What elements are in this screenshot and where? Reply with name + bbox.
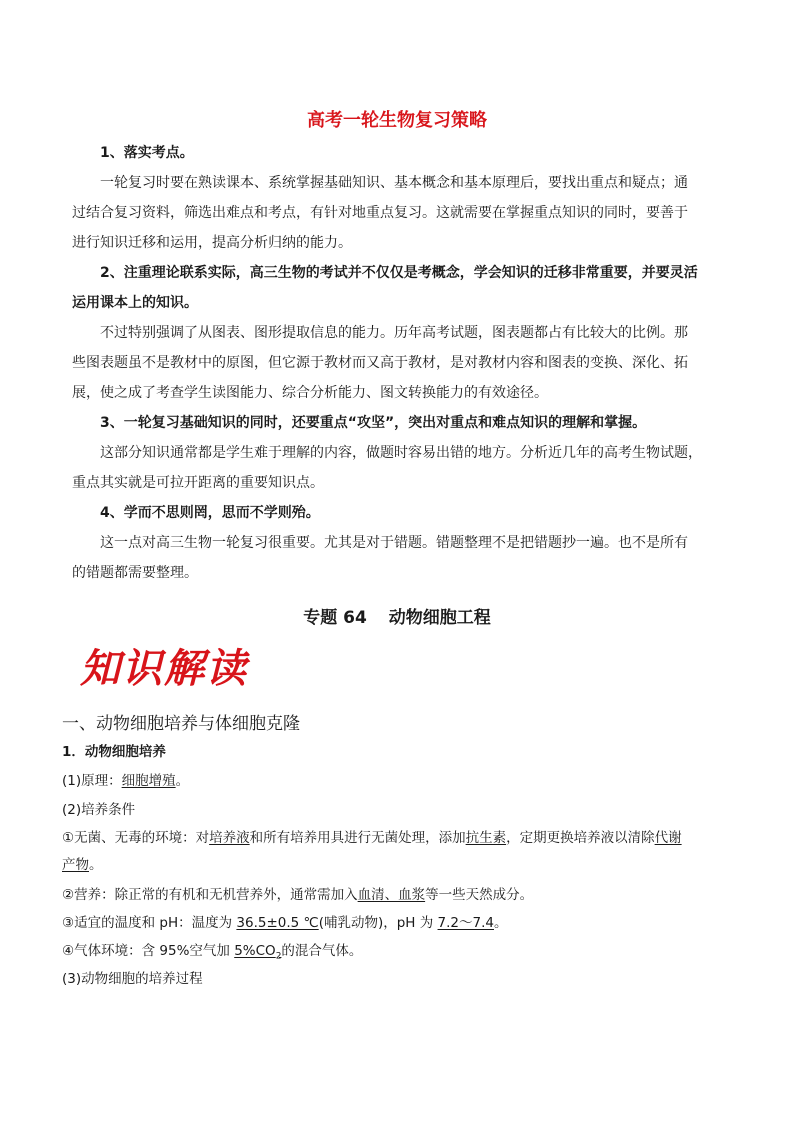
strategy-item-4 [72,498,732,588]
conditions-line: (2)培养条件 [62,802,136,818]
item-line: 重点其实就是可拉开距离的重要知识点。 [72,475,324,491]
principle-line [62,769,189,789]
underlined-term: 培养液 [209,830,250,846]
text: ④气体环境：含 95%空气加 [62,943,235,959]
banner-text: 知识解读 [80,646,248,692]
topic-title [0,603,794,628]
text: (1)原理： [62,773,122,789]
sterile-line [62,826,682,846]
item-heading: 1、落实考点。 [100,145,194,161]
underlined-term [234,943,282,962]
underlined-term: 血清、血浆 [357,887,426,903]
text: ，定期更换培养液以清除 [506,830,655,846]
strategy-item-2 [72,258,732,408]
item-heading: 4、学而不思则罔，思而不学则殆。 [100,505,320,521]
text: ③适宜的温度和 pH：温度为 [62,915,237,931]
underlined-term: 代谢 [654,830,682,846]
main-title: 高考一轮生物复习策略 [307,110,487,131]
item-line: 过结合复习资料，筛选出难点和考点，有针对地重点复习。这就需要在掌握重点知识的同时，要善于 [72,205,688,221]
underlined-term: 36.5±0.5 ℃ [236,915,319,931]
item-line: 这部分知识通常都是学生难于理解的内容，做题时容易出错的地方。分析近几年的高考生物试题， [100,445,702,461]
text: ①无菌、无毒的环境：对 [62,830,210,846]
text: 等一些天然成分。 [425,887,534,903]
text: ②营养：除正常的有机和无机营养外，通常需加入 [62,887,358,903]
temperature-line [62,911,508,931]
item-line: 些图表题虽不是教材中的原图，但它源于教材而又高于教材，是对教材内容和图表的变换、深化、拓 [72,355,688,371]
topic-name: 动物细胞工程 [388,608,491,628]
text: 。 [175,773,190,789]
item-line: 一轮复习时要在熟读课本、系统掌握基础知识、基本概念和基本原理后，要找出重点和疑点；通 [100,175,688,191]
strategy-item-3 [72,408,732,498]
topic-number: 专题 64 [303,608,367,628]
subscript: 2 [275,951,282,962]
sub-heading: 1．动物细胞培养 [62,744,166,760]
underlined-term: 产物 [62,857,89,873]
underlined-term: 7.2～7.4 [437,915,494,931]
text: 5%CO [234,943,276,959]
text: 和所有培养用具进行无菌处理，添加 [249,830,466,846]
item-heading: 2、注重理论联系实际，高三生物的考试并不仅仅是考概念，学会知识的迁移非常重要，并要灵活 [100,265,698,281]
underlined-term: 细胞增殖 [121,773,176,789]
item-line: 这一点对高三生物一轮复习很重要。尤其是对于错题。错题整理不是把错题抄一遍。也不是所有 [100,535,688,551]
item-line: 进行知识迁移和运用，提高分析归纳的能力。 [72,235,352,251]
strategy-item-1 [72,138,732,258]
item-line: 的错题都需要整理。 [72,565,198,581]
section-heading: 一、动物细胞培养与体细胞克隆 [62,714,300,734]
underlined-term: 抗生素 [465,830,507,846]
text: 。 [89,857,103,873]
gas-line [62,939,362,962]
knowledge-banner [80,644,254,694]
item-heading: 运用课本上的知识。 [72,295,198,311]
item-line: 展，使之成了考查学生读图能力、综合分析能力、图文转换能力的有效途径。 [72,385,548,401]
text: 的混合气体。 [281,943,363,959]
text: (哺乳动物)，pH 为 [318,915,438,931]
item-heading: 3、一轮复习基础知识的同时，还要重点“攻坚”，突出对重点和难点知识的理解和掌握。 [100,415,647,431]
item-line: 不过特别强调了从图表、图形提取信息的能力。历年高考试题，图表题都占有比较大的比例。那 [100,325,688,341]
sterile-line-cont [62,853,103,873]
text: 。 [494,915,508,931]
nutrition-line [62,883,533,903]
process-line: (3)动物细胞的培养过程 [62,971,203,987]
